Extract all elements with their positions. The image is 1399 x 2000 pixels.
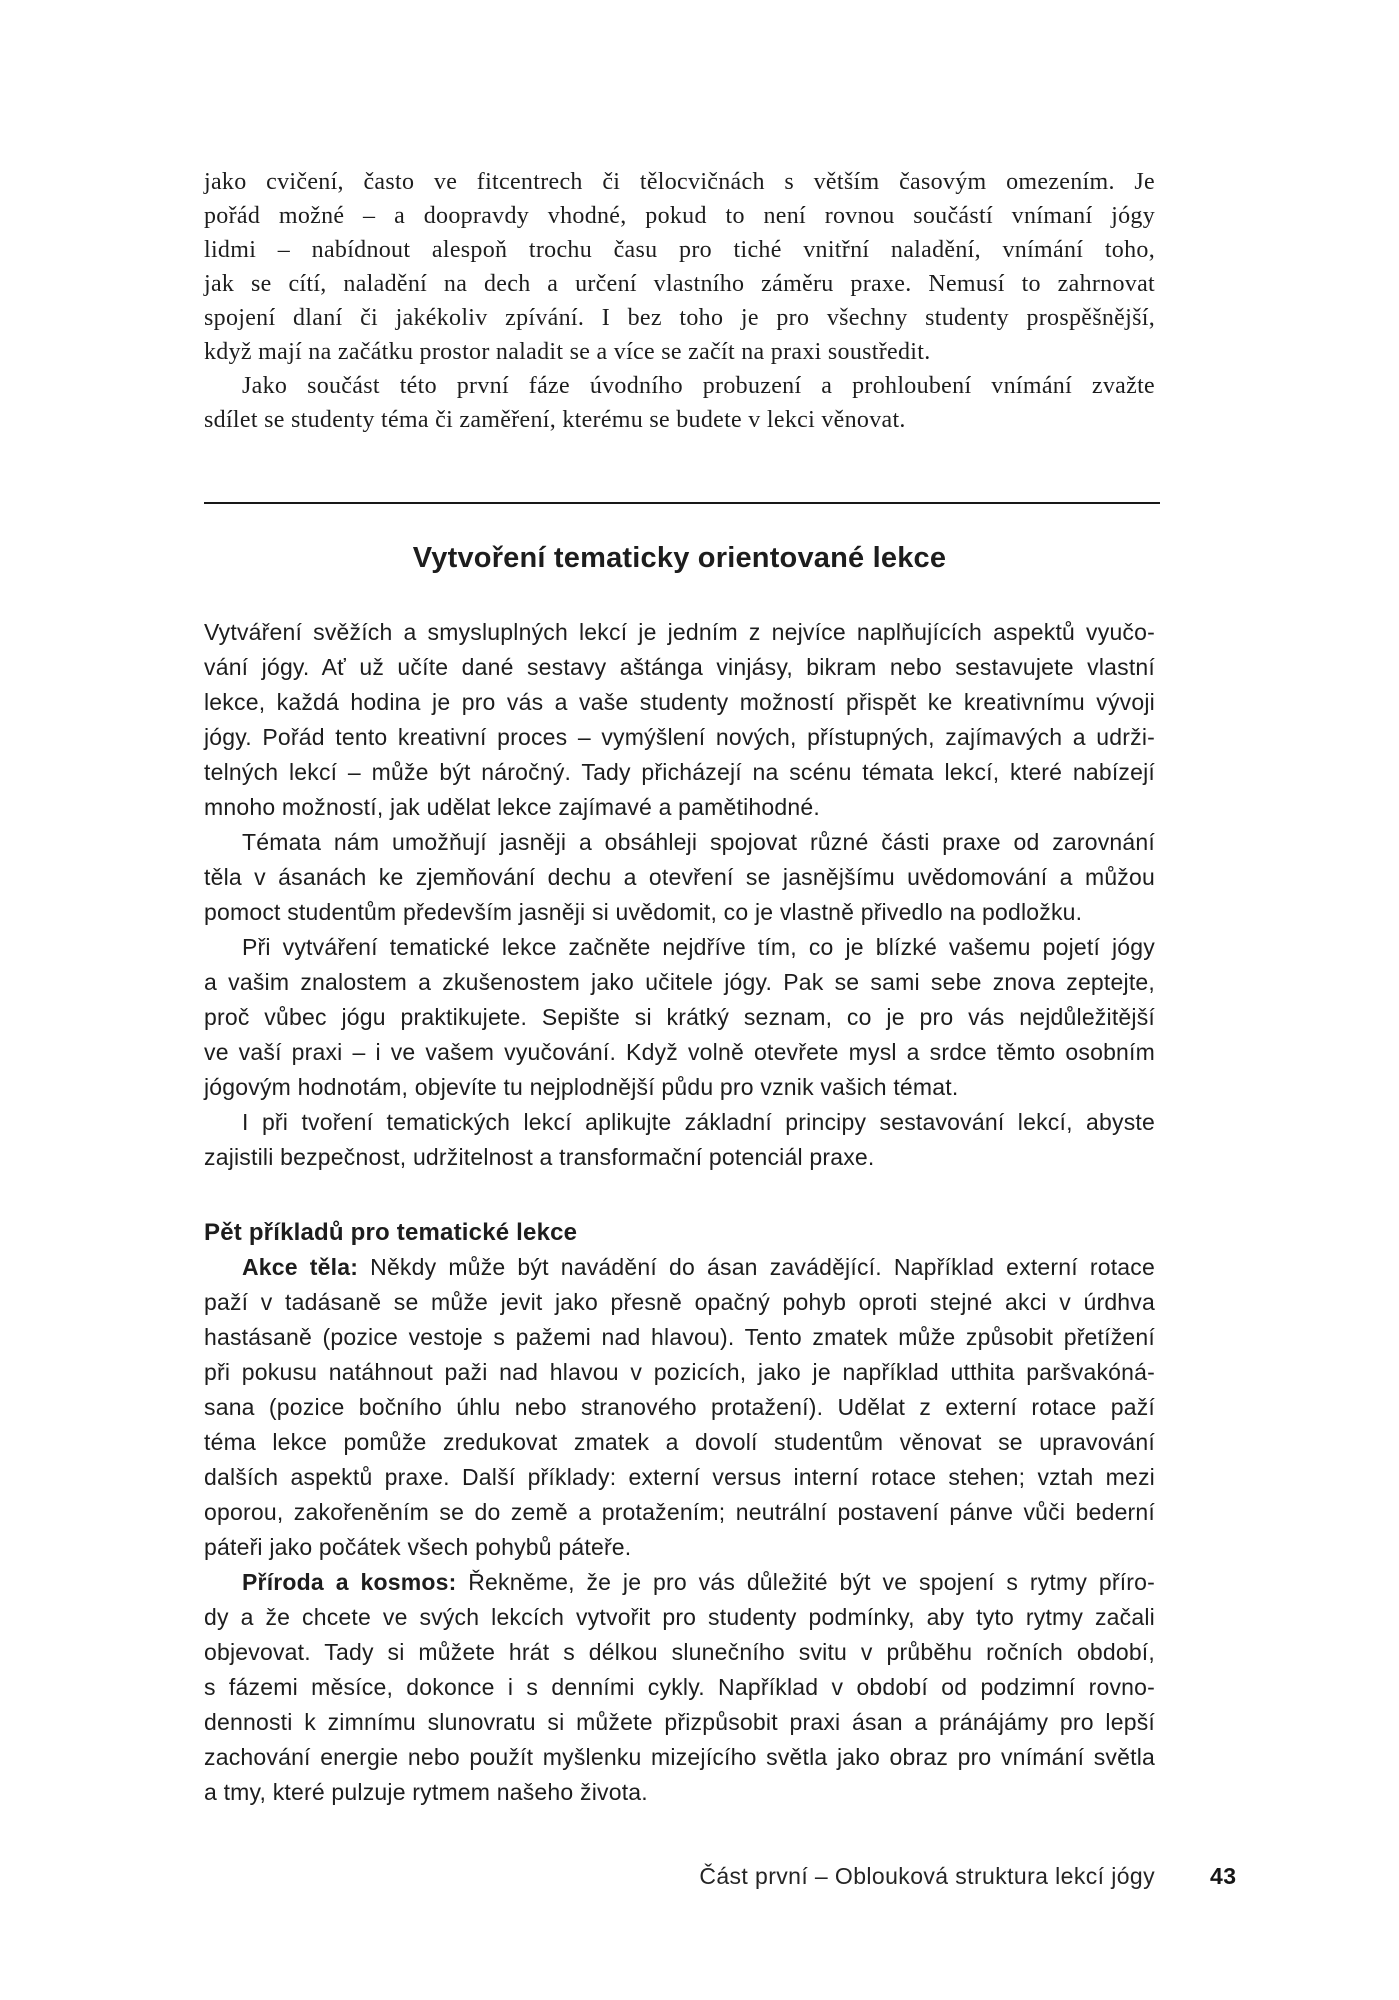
text-line: objevovat. Tady si můžete hrát s délkou slunečního svitu v průběhu ročních období, — [204, 1639, 1155, 1665]
paragraph — [204, 369, 1155, 437]
text-line: lekce, každá hodina je pro vás a vaše studenty možností přispět ke kreativnímu vývoji — [204, 689, 1155, 715]
subsection-title: Pět příkladů pro tematické lekce — [204, 1219, 578, 1246]
text-line: spojení dlaní či jakékoliv zpívání. I bez toho je pro všechny studenty prospěšnější, — [204, 305, 1155, 331]
section-paragraphs — [204, 615, 1155, 1175]
text-line: dy a že chcete ve svých lekcích vytvořit pro studenty podmínky, aby tyto rytmy začali — [204, 1604, 1155, 1630]
text-line: sdílet se studenty téma či zaměření, kterému se budete v lekci věnovat. — [204, 407, 906, 433]
paragraph-lead: Akce těla: — [242, 1254, 359, 1280]
text-line: Jako součást této první fáze úvodního probuzení a prohloubení vnímání zvažte — [242, 373, 1155, 399]
text-line: paží v tadásaně se může jevit jako přesně opačný pohyb oproti stejné akci v úrdhva — [204, 1289, 1155, 1315]
text-line: sana (pozice bočního úhlu nebo stranového protažení). Udělat z externí rotace paží — [204, 1394, 1155, 1420]
paragraph — [204, 1105, 1155, 1175]
text-line: Akce těla: Někdy může být navádění do ásan zavádějící. Například externí rotace — [242, 1254, 1155, 1280]
section-divider — [204, 502, 1160, 504]
text-line: a tmy, které pulzuje rytmem našeho života. — [204, 1779, 648, 1805]
text-line: jak se cítí, naladění na dech a určení vlastního záměru praxe. Nemusí to zahrnovat — [204, 271, 1155, 297]
text-line: ve vaší praxi – i ve vašem vyučování. Když volně otevřete mysl a srdce těmto osobním — [204, 1039, 1155, 1065]
paragraph-lead: Příroda a kosmos: — [242, 1569, 457, 1595]
text-line: jógovým hodnotám, objevíte tu nejplodnější půdu pro vznik vašich témat. — [204, 1074, 959, 1100]
page-footer — [204, 1861, 1237, 1891]
text-line: páteři jako počátek všech pohybů páteře. — [204, 1534, 632, 1560]
page-number: 43 — [1210, 1863, 1237, 1889]
text-line: I při tvoření tematických lekcí aplikujte základní principy sestavování lekcí, abyste — [242, 1109, 1155, 1135]
text-line: Příroda a kosmos: Řekněme, že je pro vás důležité být ve spojení s rytmy příro- — [242, 1569, 1155, 1595]
paragraph — [204, 825, 1155, 930]
section-title: Vytvoření tematicky orientované lekce — [412, 542, 947, 574]
running-title: Část první – Oblouková struktura lekcí jógy — [699, 1863, 1155, 1889]
text-line: dennosti k zimnímu slunovratu si můžete přizpůsobit praxi ásan a pránájámy pro lepší — [204, 1709, 1155, 1735]
text-line: dalších aspektů praxe. Další příklady: externí versus interní rotace stehen; vztah mezi — [204, 1464, 1155, 1490]
text-line: telných lekcí – může být náročný. Tady přicházejí na scénu témata lekcí, které nabízejí — [204, 759, 1155, 785]
text-line: proč vůbec jógu praktikujete. Sepište si krátký seznam, co je pro vás nejdůležitější — [204, 1004, 1155, 1030]
paragraph — [204, 930, 1155, 1105]
text-line: těla v ásanách ke zjemňování dechu a otevření se jasnějšímu uvědomování a můžou — [204, 864, 1155, 890]
intro-paragraphs — [204, 165, 1155, 437]
text-line: zajistili bezpečnost, udržitelnost a transformační potenciál praxe. — [204, 1144, 875, 1170]
section-body — [204, 615, 1155, 1810]
paragraph — [204, 165, 1155, 369]
paragraph — [204, 1565, 1155, 1810]
text-line: s fázemi měsíce, dokonce i s denními cykly. Například v období od podzimní rovno- — [204, 1674, 1155, 1700]
text-line: hastásaně (pozice vestoje s pažemi nad hlavou). Tento zmatek může způsobit přetížení — [204, 1324, 1155, 1350]
text-line: Při vytváření tematické lekce začněte nejdříve tím, co je blízké vašemu pojetí jógy — [242, 934, 1155, 960]
text-line: jógy. Pořád tento kreativní proces – vymýšlení nových, přístupných, zajímavých a udrži- — [204, 724, 1155, 750]
subsection-paragraphs — [204, 1250, 1155, 1810]
text-line: Témata nám umožňují jasněji a obsáhleji spojovat různé části praxe od zarovnání — [242, 829, 1155, 855]
text-line: pořád možné – a doopravdy vhodné, pokud to není rovnou součástí vnímaní jógy — [204, 203, 1155, 229]
text-line: vání jógy. Ať už učíte dané sestavy aštánga vinjásy, bikram nebo sestavujete vlastní — [204, 654, 1155, 680]
text-line: při pokusu natáhnout paži nad hlavou v pozicích, jako je například utthita paršvakóná- — [204, 1359, 1155, 1385]
text-line: téma lekce pomůže zredukovat zmatek a dovolí studentům věnovat se upravování — [204, 1429, 1155, 1455]
text-line: když mají na začátku prostor naladit se a více se začít na praxi soustředit. — [204, 339, 931, 365]
text-line: pomoct studentům především jasněji si uvědomit, co je vlastně přivedlo na podložku. — [204, 899, 1083, 925]
paragraph — [204, 1250, 1155, 1565]
paragraph — [204, 615, 1155, 825]
text-line: mnoho možností, jak udělat lekce zajímavé a pamětihodné. — [204, 794, 820, 820]
text-line: zachování energie nebo použít myšlenku mizejícího světla jako obraz pro vnímání světla — [204, 1744, 1155, 1770]
text-line: lidmi – nabídnout alespoň trochu času pro tiché vnitřní naladění, vnímání toho, — [204, 237, 1155, 263]
text-line: jako cvičení, často ve fitcentrech či tělocvičnách s větším časovým omezením. Je — [204, 169, 1155, 195]
text-line: a vašim znalostem a zkušenostem jako učitele jógy. Pak se sami sebe znova zeptejte, — [204, 969, 1155, 995]
text-line: oporou, zakořeněním se do země a protažením; neutrální postavení pánve vůči bederní — [204, 1499, 1155, 1525]
text-line: Vytváření svěžích a smysluplných lekcí je jedním z nejvíce naplňujících aspektů vyučo- — [204, 619, 1155, 645]
